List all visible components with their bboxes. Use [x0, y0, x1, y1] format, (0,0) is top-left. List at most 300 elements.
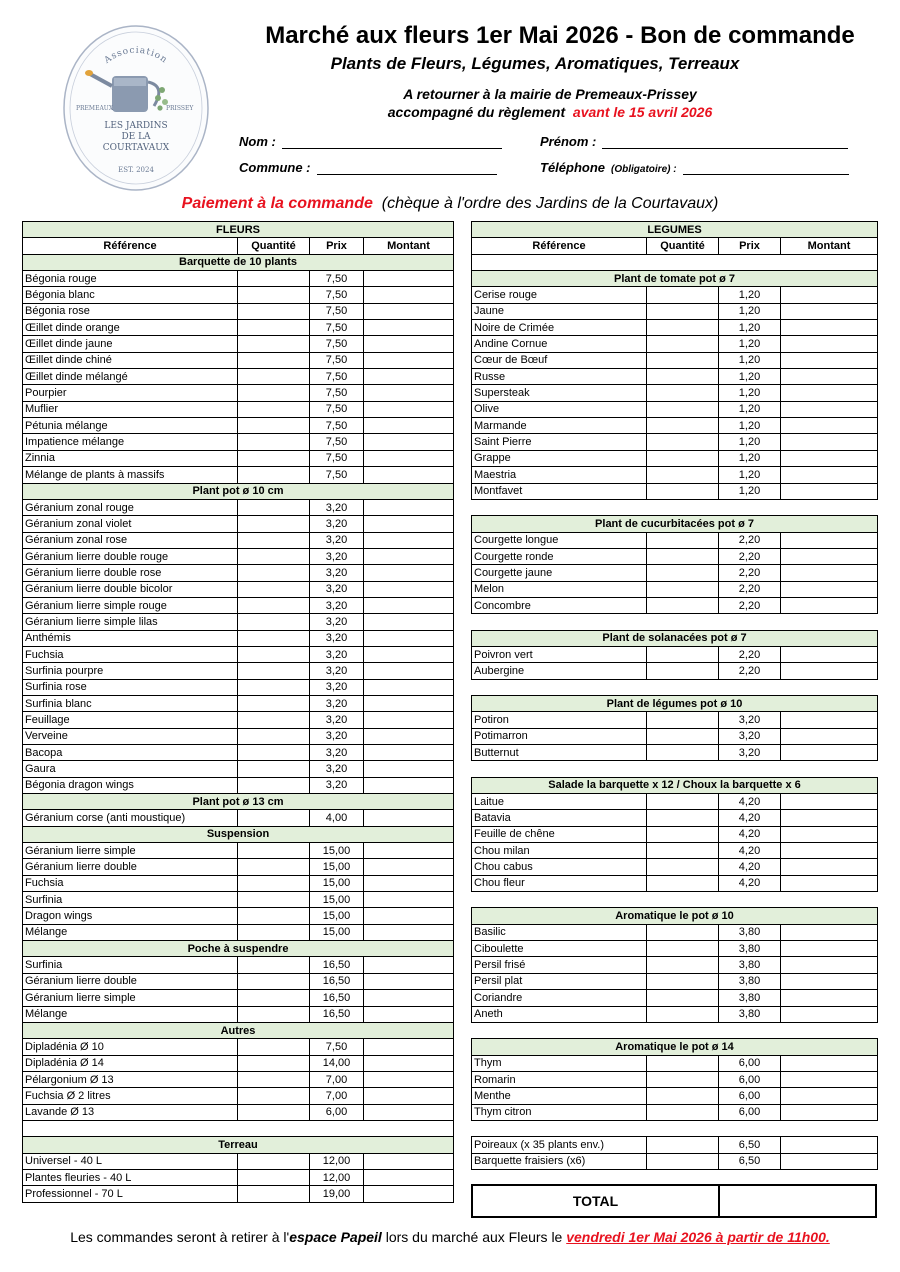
amount-input[interactable]	[781, 483, 878, 499]
product-price: 1,20	[719, 287, 781, 303]
quantity-input[interactable]	[238, 385, 310, 401]
amount-input[interactable]	[364, 908, 454, 924]
amount-input[interactable]	[364, 450, 454, 466]
product-price: 2,20	[719, 581, 781, 597]
quantity-input[interactable]	[647, 1153, 719, 1169]
amount-input[interactable]	[364, 859, 454, 875]
product-reference: Lavande Ø 13	[23, 1104, 238, 1120]
quantity-input[interactable]	[238, 777, 310, 793]
quantity-input[interactable]	[647, 483, 719, 499]
amount-input[interactable]	[364, 434, 454, 450]
amount-input[interactable]	[781, 418, 878, 434]
amount-input[interactable]	[364, 532, 454, 548]
telephone-field[interactable]: Téléphone (Obligatoire) :	[540, 160, 849, 175]
product-row	[472, 1071, 878, 1087]
product-price: 4,20	[719, 875, 781, 891]
logo-arc-text: Association	[102, 45, 170, 66]
amount-input[interactable]	[781, 646, 878, 662]
quantity-input[interactable]	[238, 614, 310, 630]
col-prix: Prix	[719, 238, 781, 254]
amount-input[interactable]	[781, 336, 878, 352]
quantity-input[interactable]	[647, 957, 719, 973]
quantity-input[interactable]	[238, 320, 310, 336]
product-price: 15,00	[310, 859, 364, 875]
product-reference: Russe	[472, 369, 647, 385]
quantity-input[interactable]	[238, 924, 310, 940]
product-price: 3,20	[310, 516, 364, 532]
section-header	[472, 271, 878, 287]
quantity-input[interactable]	[647, 287, 719, 303]
quantity-input[interactable]	[238, 1039, 310, 1055]
quantity-input[interactable]	[238, 973, 310, 989]
quantity-input[interactable]	[647, 712, 719, 728]
product-reference: Persil plat	[472, 973, 647, 989]
quantity-input[interactable]	[238, 745, 310, 761]
quantity-input[interactable]	[647, 352, 719, 368]
quantity-input[interactable]	[238, 892, 310, 908]
product-reference: Verveine	[23, 728, 238, 744]
product-reference: Saint Pierre	[472, 434, 647, 450]
quantity-input[interactable]	[647, 532, 719, 548]
amount-input[interactable]	[364, 973, 454, 989]
amount-input[interactable]	[781, 320, 878, 336]
amount-input[interactable]	[781, 532, 878, 548]
product-price: 7,50	[310, 385, 364, 401]
product-price: 3,20	[719, 745, 781, 761]
product-row	[472, 1104, 878, 1120]
amount-input[interactable]	[364, 843, 454, 859]
amount-input[interactable]	[781, 548, 878, 564]
amount-input[interactable]	[364, 385, 454, 401]
product-row	[23, 450, 454, 466]
product-reference: Géranium lierre double rose	[23, 565, 238, 581]
product-price: 1,20	[719, 450, 781, 466]
product-reference: Géranium lierre simple rouge	[23, 597, 238, 613]
quantity-input[interactable]	[647, 467, 719, 483]
amount-input[interactable]	[364, 679, 454, 695]
amount-input[interactable]	[781, 957, 878, 973]
quantity-input[interactable]	[647, 646, 719, 662]
amount-input[interactable]	[364, 924, 454, 940]
product-reference: Mélange de plants à massifs	[23, 467, 238, 483]
product-reference: Surfinia	[23, 957, 238, 973]
product-price: 4,20	[719, 794, 781, 810]
product-price: 3,20	[310, 663, 364, 679]
quantity-input[interactable]	[238, 581, 310, 597]
product-row	[23, 679, 454, 695]
quantity-input[interactable]	[647, 565, 719, 581]
product-row	[23, 1006, 454, 1022]
quantity-input[interactable]	[238, 1186, 310, 1202]
logo-right: PRISSEY	[166, 105, 194, 112]
amount-input[interactable]	[364, 516, 454, 532]
section-header	[472, 777, 878, 793]
product-reference: Aubergine	[472, 663, 647, 679]
amount-input[interactable]	[364, 352, 454, 368]
quantity-input[interactable]	[238, 352, 310, 368]
quantity-input[interactable]	[647, 973, 719, 989]
product-price: 7,50	[310, 434, 364, 450]
quantity-input[interactable]	[238, 663, 310, 679]
amount-input[interactable]	[364, 369, 454, 385]
amount-input[interactable]	[364, 1039, 454, 1055]
quantity-input[interactable]	[238, 434, 310, 450]
product-price: 1,20	[719, 401, 781, 417]
product-price: 2,20	[719, 597, 781, 613]
quantity-input[interactable]	[647, 941, 719, 957]
quantity-input[interactable]	[238, 1071, 310, 1087]
product-price: 1,20	[719, 352, 781, 368]
return-line-2: accompagné du règlement avant le 15 avril 2026	[387, 104, 713, 120]
amount-input[interactable]	[781, 990, 878, 1006]
quantity-input[interactable]	[238, 516, 310, 532]
quantity-input[interactable]	[647, 548, 719, 564]
amount-input[interactable]	[364, 1055, 454, 1071]
amount-input[interactable]	[364, 875, 454, 891]
product-reference: Courgette jaune	[472, 565, 647, 581]
quantity-input[interactable]	[647, 369, 719, 385]
amount-input[interactable]	[364, 695, 454, 711]
product-price: 15,00	[310, 908, 364, 924]
quantity-input[interactable]	[238, 761, 310, 777]
section-header-label: Plant de légumes pot ø 10	[472, 695, 878, 711]
product-row	[23, 892, 454, 908]
prenom-field[interactable]: Prénom :	[540, 134, 848, 149]
product-reference: Coriandre	[472, 990, 647, 1006]
product-price: 1,20	[719, 483, 781, 499]
section-header-label: Plant pot ø 13 cm	[23, 794, 454, 810]
amount-input[interactable]	[364, 646, 454, 662]
quantity-input[interactable]	[647, 581, 719, 597]
quantity-input[interactable]	[647, 843, 719, 859]
quantity-input[interactable]	[238, 646, 310, 662]
product-reference: Supersteak	[472, 385, 647, 401]
quantity-input[interactable]	[238, 859, 310, 875]
product-price: 3,20	[310, 695, 364, 711]
amount-input[interactable]	[781, 565, 878, 581]
product-reference: Basilic	[472, 924, 647, 940]
amount-input[interactable]	[364, 810, 454, 826]
quantity-input[interactable]	[238, 1006, 310, 1022]
product-row	[23, 1055, 454, 1071]
amount-input[interactable]	[364, 990, 454, 1006]
product-reference: Cœur de Bœuf	[472, 352, 647, 368]
product-reference: Gaura	[23, 761, 238, 777]
quantity-input[interactable]	[238, 957, 310, 973]
amount-input[interactable]	[781, 1006, 878, 1022]
product-row	[23, 548, 454, 564]
product-price: 3,80	[719, 1006, 781, 1022]
amount-input[interactable]	[781, 843, 878, 859]
product-price: 12,00	[310, 1153, 364, 1169]
amount-input[interactable]	[781, 663, 878, 679]
quantity-input[interactable]	[238, 450, 310, 466]
quantity-input[interactable]	[238, 271, 310, 287]
product-reference: Zinnia	[23, 450, 238, 466]
quantity-input[interactable]	[238, 597, 310, 613]
quantity-input[interactable]	[647, 401, 719, 417]
quantity-input[interactable]	[647, 385, 719, 401]
quantity-input[interactable]	[647, 924, 719, 940]
product-reference: Pourpier	[23, 385, 238, 401]
amount-input[interactable]	[781, 450, 878, 466]
col-montant: Montant	[781, 238, 878, 254]
amount-input[interactable]	[364, 614, 454, 630]
amount-input[interactable]	[364, 401, 454, 417]
product-row	[23, 1104, 454, 1120]
product-price: 3,20	[310, 728, 364, 744]
quantity-input[interactable]	[238, 1104, 310, 1120]
amount-input[interactable]	[781, 401, 878, 417]
product-row	[472, 646, 878, 662]
amount-input[interactable]	[364, 597, 454, 613]
quantity-input[interactable]	[238, 908, 310, 924]
product-reference: Géranium lierre simple lilas	[23, 614, 238, 630]
quantity-input[interactable]	[647, 1104, 719, 1120]
quantity-input[interactable]	[238, 1153, 310, 1169]
amount-input[interactable]	[364, 777, 454, 793]
quantity-input[interactable]	[647, 875, 719, 891]
quantity-input[interactable]	[238, 843, 310, 859]
product-reference: Géranium lierre double bicolor	[23, 581, 238, 597]
amount-input[interactable]	[781, 1055, 878, 1071]
amount-input[interactable]	[364, 581, 454, 597]
quantity-input[interactable]	[238, 499, 310, 515]
product-row	[472, 320, 878, 336]
col-reference: Référence	[23, 238, 238, 254]
section-header	[23, 826, 454, 842]
quantity-input[interactable]	[238, 1055, 310, 1071]
product-row	[23, 1071, 454, 1087]
amount-input[interactable]	[781, 1071, 878, 1087]
amount-input[interactable]	[364, 565, 454, 581]
fleurs-table	[22, 221, 454, 1203]
amount-input[interactable]	[781, 826, 878, 842]
product-price: 3,80	[719, 973, 781, 989]
col-reference: Référence	[472, 238, 647, 254]
quantity-input[interactable]	[238, 728, 310, 744]
product-price: 16,50	[310, 973, 364, 989]
amount-input[interactable]	[364, 630, 454, 646]
amount-input[interactable]	[364, 467, 454, 483]
amount-input[interactable]	[781, 924, 878, 940]
quantity-input[interactable]	[238, 467, 310, 483]
amount-input[interactable]	[781, 1104, 878, 1120]
spacer-row	[472, 761, 878, 777]
quantity-input[interactable]	[647, 990, 719, 1006]
amount-input[interactable]	[781, 369, 878, 385]
quantity-input[interactable]	[647, 663, 719, 679]
amount-input[interactable]	[364, 745, 454, 761]
product-row	[23, 597, 454, 613]
product-reference: Poivron vert	[472, 646, 647, 662]
spacer-row	[472, 679, 878, 695]
quantity-input[interactable]	[647, 1006, 719, 1022]
amount-input[interactable]	[364, 1006, 454, 1022]
quantity-input[interactable]	[647, 745, 719, 761]
quantity-input[interactable]	[238, 369, 310, 385]
quantity-input[interactable]	[647, 303, 719, 319]
product-row	[23, 271, 454, 287]
product-reference: Muflier	[23, 401, 238, 417]
quantity-input[interactable]	[238, 336, 310, 352]
product-reference: Maestria	[472, 467, 647, 483]
product-price: 4,00	[310, 810, 364, 826]
amount-input[interactable]	[364, 320, 454, 336]
product-row	[23, 1153, 454, 1169]
product-reference: Aneth	[472, 1006, 647, 1022]
amount-input[interactable]	[364, 761, 454, 777]
amount-input[interactable]	[364, 1186, 454, 1202]
quantity-input[interactable]	[238, 303, 310, 319]
product-price: 3,20	[310, 761, 364, 777]
product-price: 7,50	[310, 352, 364, 368]
quantity-input[interactable]	[647, 810, 719, 826]
total-box	[471, 1184, 877, 1218]
product-row	[472, 957, 878, 973]
commune-field[interactable]: Commune :	[239, 160, 497, 175]
product-row	[23, 303, 454, 319]
quantity-input[interactable]	[238, 679, 310, 695]
quantity-input[interactable]	[238, 875, 310, 891]
amount-input[interactable]	[364, 1088, 454, 1104]
amount-input[interactable]	[364, 548, 454, 564]
amount-input[interactable]	[781, 597, 878, 613]
amount-input[interactable]	[364, 1104, 454, 1120]
quantity-input[interactable]	[238, 548, 310, 564]
quantity-input[interactable]	[647, 1071, 719, 1087]
quantity-input[interactable]	[238, 401, 310, 417]
product-row	[23, 843, 454, 859]
product-reference: Feuille de chêne	[472, 826, 647, 842]
amount-input[interactable]	[364, 1071, 454, 1087]
legumes-table	[471, 221, 878, 1170]
amount-input[interactable]	[781, 1137, 878, 1153]
quantity-input[interactable]	[647, 320, 719, 336]
nom-field[interactable]: Nom :	[239, 134, 502, 149]
col-quantite: Quantité	[647, 238, 719, 254]
amount-input[interactable]	[781, 1153, 878, 1169]
product-row	[472, 875, 878, 891]
spacer-row	[472, 892, 878, 908]
amount-input[interactable]	[781, 973, 878, 989]
amount-input[interactable]	[364, 303, 454, 319]
product-reference: Courgette longue	[472, 532, 647, 548]
quantity-input[interactable]	[647, 597, 719, 613]
amount-input[interactable]	[781, 467, 878, 483]
quantity-input[interactable]	[238, 810, 310, 826]
product-reference: Géranium corse (anti moustique)	[23, 810, 238, 826]
quantity-input[interactable]	[647, 728, 719, 744]
amount-input[interactable]	[364, 712, 454, 728]
logo-name1: LES JARDINS	[104, 121, 168, 131]
amount-input[interactable]	[364, 1169, 454, 1185]
section-header-label: Plant de solanacées pot ø 7	[472, 630, 878, 646]
amount-input[interactable]	[781, 712, 878, 728]
quantity-input[interactable]	[647, 859, 719, 875]
product-price: 7,50	[310, 401, 364, 417]
quantity-input[interactable]	[238, 695, 310, 711]
quantity-input[interactable]	[647, 418, 719, 434]
amount-input[interactable]	[781, 794, 878, 810]
amount-input[interactable]	[781, 434, 878, 450]
amount-input[interactable]	[781, 875, 878, 891]
amount-input[interactable]	[781, 385, 878, 401]
quantity-input[interactable]	[238, 287, 310, 303]
product-price: 2,20	[719, 565, 781, 581]
product-price: 3,80	[719, 957, 781, 973]
product-row	[472, 401, 878, 417]
amount-input[interactable]	[781, 581, 878, 597]
amount-input[interactable]	[364, 957, 454, 973]
product-price: 3,20	[310, 646, 364, 662]
quantity-input[interactable]	[238, 712, 310, 728]
quantity-input[interactable]	[238, 990, 310, 1006]
product-row	[472, 352, 878, 368]
product-price: 15,00	[310, 892, 364, 908]
amount-input[interactable]	[364, 287, 454, 303]
product-row	[23, 990, 454, 1006]
quantity-input[interactable]	[647, 1137, 719, 1153]
spacer-row	[472, 614, 878, 630]
quantity-input[interactable]	[647, 450, 719, 466]
pickup-date: vendredi 1er Mai 2026 à partir de 11h00.	[566, 1229, 830, 1245]
amount-input[interactable]	[364, 663, 454, 679]
col-prix: Prix	[310, 238, 364, 254]
amount-input[interactable]	[364, 728, 454, 744]
quantity-input[interactable]	[647, 1088, 719, 1104]
amount-input[interactable]	[781, 941, 878, 957]
product-reference: Bégonia blanc	[23, 287, 238, 303]
amount-input[interactable]	[781, 728, 878, 744]
amount-input[interactable]	[364, 418, 454, 434]
quantity-input[interactable]	[647, 336, 719, 352]
amount-input[interactable]	[781, 287, 878, 303]
amount-input[interactable]	[781, 859, 878, 875]
quantity-input[interactable]	[647, 434, 719, 450]
product-row	[23, 646, 454, 662]
amount-input[interactable]	[364, 892, 454, 908]
quantity-input[interactable]	[238, 630, 310, 646]
product-reference: Géranium lierre simple	[23, 843, 238, 859]
quantity-input[interactable]	[647, 1055, 719, 1071]
product-row	[23, 875, 454, 891]
amount-input[interactable]	[781, 352, 878, 368]
quantity-input[interactable]	[238, 1088, 310, 1104]
quantity-input[interactable]	[238, 565, 310, 581]
association-logo	[62, 24, 210, 192]
amount-input[interactable]	[781, 303, 878, 319]
quantity-input[interactable]	[238, 532, 310, 548]
total-amount-field[interactable]	[720, 1186, 875, 1216]
quantity-input[interactable]	[647, 794, 719, 810]
quantity-input[interactable]	[238, 418, 310, 434]
amount-input[interactable]	[781, 1088, 878, 1104]
product-price: 7,50	[310, 418, 364, 434]
product-reference: Batavia	[472, 810, 647, 826]
amount-input[interactable]	[364, 1153, 454, 1169]
amount-input[interactable]	[781, 745, 878, 761]
product-reference: Olive	[472, 401, 647, 417]
amount-input[interactable]	[364, 336, 454, 352]
quantity-input[interactable]	[238, 1169, 310, 1185]
product-reference: Barquette fraisiers (x6)	[472, 1153, 647, 1169]
quantity-input[interactable]	[647, 826, 719, 842]
amount-input[interactable]	[364, 271, 454, 287]
amount-input[interactable]	[364, 499, 454, 515]
amount-input[interactable]	[781, 810, 878, 826]
section-header-label: Plant de tomate pot ø 7	[472, 271, 878, 287]
